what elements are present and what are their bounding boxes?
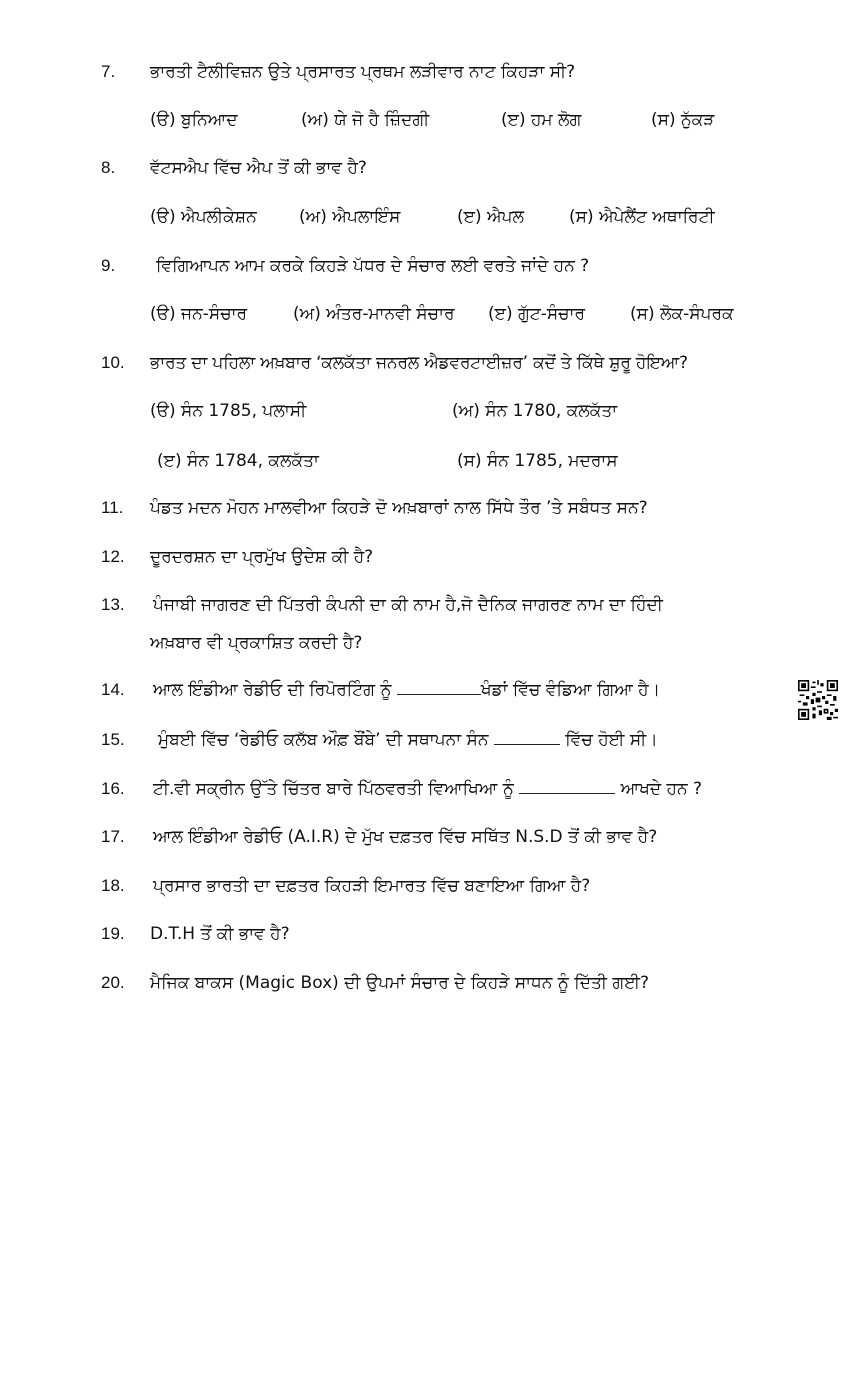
- question-number: 17.: [101, 827, 125, 846]
- question-text: ਵੱਟਸਐਪ ਵਿੱਚ ਐਪ ਤੋਂ ਕੀ ਭਾਵ ਹੈ?: [150, 158, 367, 178]
- answer-blank: [519, 777, 615, 794]
- question-text-before: ਟੀ.ਵੀ ਸਕ੍ਰੀਨ ਉੱਤੇ ਚਿੱਤਰ ਬਾਰੇ ਪਿੱਠਵਰਤੀ ਵਿਆਖਿਆ ਨੂੰ: [153, 779, 520, 799]
- question-text: [153, 777, 702, 801]
- question-text: [158, 728, 658, 752]
- question-text-after: ਖੰਡਾਂ ਵਿੱਚ ਵੰਡਿਆ ਗਿਆ ਹੈ।: [480, 680, 661, 700]
- question-number: 16.: [101, 779, 125, 798]
- answer-blank: [494, 728, 560, 745]
- question-text-continued: ਅਖ਼ਬਾਰ ਵੀ ਪ੍ਰਕਾਸ਼ਿਤ ਕਰਦੀ ਹੈ?: [150, 633, 363, 653]
- option-c: (ੲ) ਐਪਲ: [457, 207, 525, 227]
- question-text: ਦੂਰਦਰਸ਼ਨ ਦਾ ਪ੍ਰਮੁੱਖ ਉਦੇਸ਼ ਕੀ ਹੈ?: [150, 547, 374, 567]
- question-number: 8.: [101, 158, 116, 177]
- option-d: (ਸ) ਸੰਨ 1785, ਮਦਰਾਸ: [457, 451, 618, 471]
- question-number: 13.: [101, 595, 125, 614]
- option-c: (ੲ) ਸੰਨ 1784, ਕਲਕੱਤਾ: [157, 451, 319, 471]
- question-text: ਮੈਜਿਕ ਬਾਕਸ (Magic Box) ਦੀ ਉਪਮਾਂ ਸੰਚਾਰ ਦੇ ਕਿਹੜੇ ਸਾਧਨ ਨੂੰ ਦਿੱਤੀ ਗਈ?: [150, 973, 649, 993]
- question-number: 15.: [101, 730, 125, 749]
- option-c: (ੲ) ਹਮ ਲੋਗ: [501, 110, 582, 130]
- option-d: (ਸ) ਲੋਕ-ਸੰਪਰਕ: [630, 304, 734, 324]
- question-text: [153, 678, 660, 702]
- question-text: ਵਿਗਿਆਪਨ ਆਮ ਕਰਕੇ ਕਿਹੜੇ ਪੱਧਰ ਦੇ ਸੰਚਾਰ ਲਈ ਵਰਤੇ ਜਾਂਦੇ ਹਨ ?: [156, 256, 590, 276]
- question-number: 18.: [101, 876, 125, 895]
- option-d: (ਸ) ਐਪੇਲੈਂਟ ਅਥਾਰਿਟੀ: [569, 207, 715, 227]
- option-b: (ਅ) ਸੰਨ 1780, ਕਲਕੱਤਾ: [452, 401, 618, 421]
- question-number: 11.: [101, 498, 124, 517]
- question-number: 20.: [101, 973, 125, 992]
- question-number: 19.: [101, 924, 125, 943]
- qr-code-icon: [798, 680, 838, 720]
- question-text: ਭਾਰਤੀ ਟੈਲੀਵਿਜ਼ਨ ਉਤੇ ਪ੍ਰਸਾਰਤ ਪ੍ਰਥਮ ਲੜੀਵਾਰ ਨਾਟ ਕਿਹੜਾ ਸੀ?: [150, 62, 576, 82]
- option-a: (ੳ) ਜਨ-ਸੰਚਾਰ: [150, 304, 248, 324]
- question-text-before: ਆਲ ਇੰਡੀਆ ਰੇਡੀਓ ਦੀ ਰਿਪੋਰਟਿੰਗ ਨੂੰ: [153, 680, 397, 700]
- question-text: ਪੰਡਤ ਮਦਨ ਮੋਹਨ ਮਾਲਵੀਆ ਕਿਹੜੇ ਦੋ ਅਖ਼ਬਾਰਾਂ ਨਾਲ ਸਿੱਧੇ ਤੌਰ ’ਤੇ ਸਬੰਧਤ ਸਨ?: [150, 498, 648, 518]
- question-text: ਭਾਰਤ ਦਾ ਪਹਿਲਾ ਅਖ਼ਬਾਰ ‘ਕਲਕੱਤਾ ਜਨਰਲ ਐਡਵਰਟਾਈਜ਼ਰ’ ਕਦੋਂ ਤੇ ਕਿੱਥੇ ਸ਼ੁਰੂ ਹੋਇਆ?: [150, 353, 688, 373]
- option-b: (ਅ) ਐਪਲਾਇੰਸ: [299, 207, 401, 227]
- option-a: (ੳ) ਐਪਲੀਕੇਸ਼ਨ: [150, 207, 257, 227]
- question-number: 10.: [101, 353, 125, 372]
- question-number: 9.: [101, 256, 116, 275]
- option-b: (ਅ) ਅੰਤਰ-ਮਾਨਵੀ ਸੰਚਾਰ: [293, 304, 455, 324]
- question-text-before: ਮੁੰਬਈ ਵਿੱਚ ‘ਰੇਡੀਓ ਕਲੱਬ ਔਫ਼ ਬੌਂਬੇ’ ਦੀ ਸਥਾਪਨਾ ਸੰਨ: [158, 730, 494, 750]
- option-a: (ੳ) ਬੁਨਿਆਦ: [150, 110, 238, 130]
- question-number: 12.: [101, 547, 125, 566]
- question-number: 7.: [101, 62, 116, 81]
- option-d: (ਸ) ਨੁੱਕੜ: [651, 110, 715, 130]
- option-b: (ਅ) ਯੇ ਜੋ ਹੈ ਜ਼ਿੰਦਗੀ: [301, 110, 430, 130]
- question-text-after: ਆਖਦੇ ਹਨ ?: [615, 779, 703, 799]
- question-text: ਪੰਜਾਬੀ ਜਾਗਰਣ ਦੀ ਪਿੱਤਰੀ ਕੰਪਨੀ ਦਾ ਕੀ ਨਾਮ ਹੈ,ਜੋ ਦੈਨਿਕ ਜਾਗਰਣ ਨਾਮ ਦਾ ਹਿੰਦੀ: [153, 595, 663, 615]
- question-number: 14.: [101, 680, 125, 699]
- question-text: ਆਲ ਇੰਡੀਆ ਰੇਡੀਓ (A.I.R) ਦੇ ਮੁੱਖ ਦਫ਼ਤਰ ਵਿੱਚ ਸਥਿੱਤ N.S.D ਤੋਂ ਕੀ ਭਾਵ ਹੈ?: [153, 827, 658, 847]
- option-c: (ੲ) ਗੁੱਟ-ਸੰਚਾਰ: [488, 304, 586, 324]
- question-text-after: ਵਿੱਚ ਹੋਈ ਸੀ।: [559, 730, 658, 750]
- question-text: D.T.H ਤੋਂ ਕੀ ਭਾਵ ਹੈ?: [150, 924, 290, 944]
- answer-blank: [397, 678, 481, 695]
- question-text: ਪ੍ਰਸਾਰ ਭਾਰਤੀ ਦਾ ਦਫ਼ਤਰ ਕਿਹੜੀ ਇਮਾਰਤ ਵਿੱਚ ਬਣਾਇਆ ਗਿਆ ਹੈ?: [153, 876, 591, 896]
- option-a: (ੳ) ਸੰਨ 1785, ਪਲਾਸੀ: [150, 401, 307, 421]
